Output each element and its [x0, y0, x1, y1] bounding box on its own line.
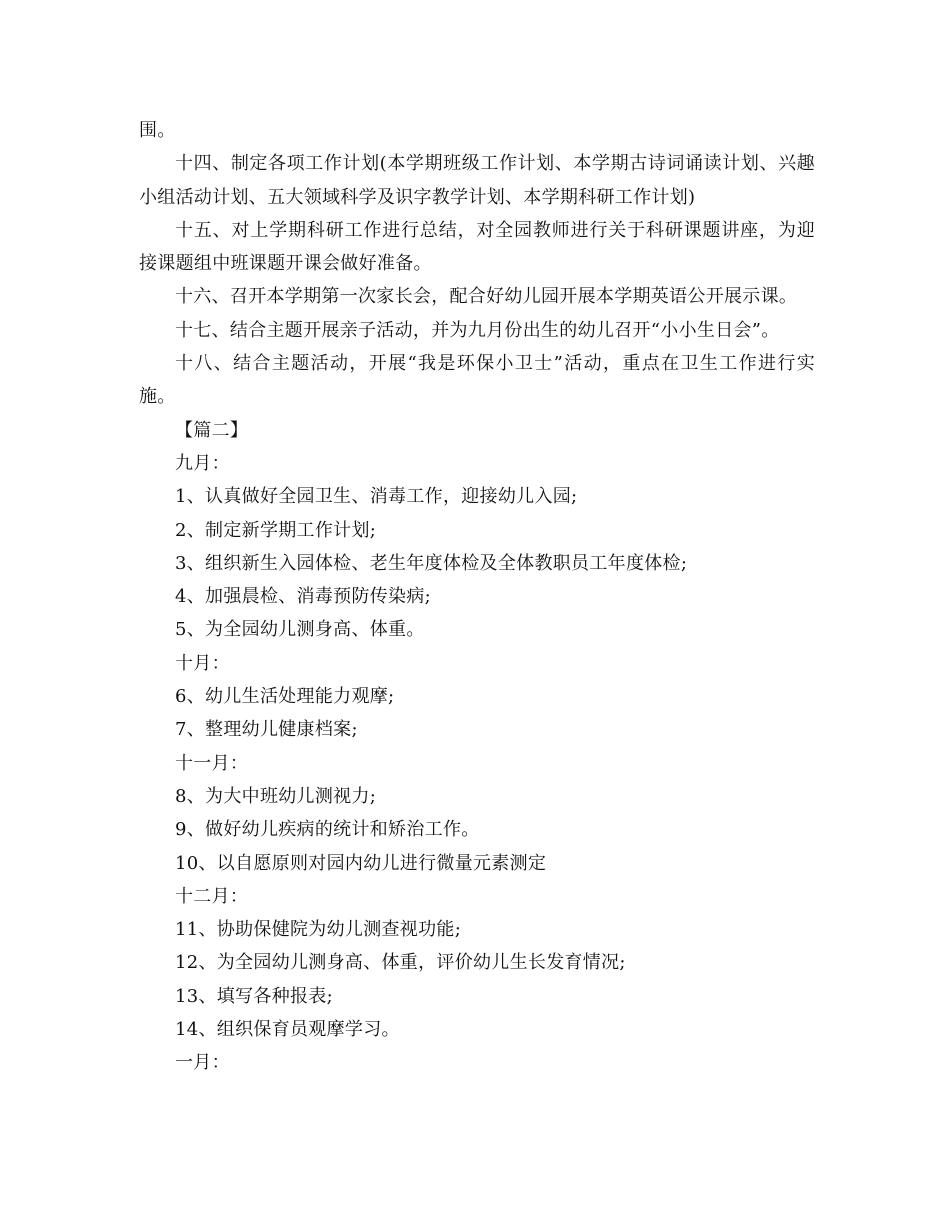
list-item: 7、整理幼儿健康档案; — [175, 719, 358, 741]
month-heading-september: 九月： — [175, 452, 230, 474]
section-heading-part-two: 【篇二】 — [175, 419, 249, 441]
month-heading-november: 十一月： — [175, 752, 249, 774]
paragraph-item-14: 十四、制定各项工作计划(本学期班级工作计划、本学期古诗词诵读计划、兴趣小组活动计划、五大领域科学及识字教学计划、本学期科研工作计划) — [139, 153, 815, 208]
list-item: 3、组织新生入园体检、老生年度体检及全体教职员工年度体检; — [175, 552, 688, 574]
list-item: 4、加强晨检、消毒预防传染病; — [175, 586, 432, 608]
month-heading-october: 十月： — [175, 652, 230, 674]
paragraph-item-16: 十六、召开本学期第一次家长会，配合好幼儿园开展本学期英语公开展示课。 — [175, 286, 798, 308]
list-item: 10、以自愿原则对园内幼儿进行微量元素测定 — [175, 852, 547, 874]
list-item: 9、做好幼儿疾病的统计和矫治工作。 — [175, 819, 480, 841]
list-item: 12、为全园幼儿测身高、体重，评价幼儿生长发育情况; — [175, 952, 626, 974]
list-item: 5、为全园幼儿测身高、体重。 — [175, 619, 425, 641]
month-heading-december: 十二月： — [175, 885, 249, 907]
list-item: 6、幼儿生活处理能力观摩; — [175, 686, 395, 708]
list-item: 1、认真做好全园卫生、消毒工作，迎接幼儿入园; — [175, 486, 578, 508]
list-item: 2、制定新学期工作计划; — [175, 519, 377, 541]
list-item: 13、填写各种报表; — [175, 985, 333, 1007]
paragraph-item-17: 十七、结合主题开展亲子活动，并为九月份出生的幼儿召开“小小生日会”。 — [175, 319, 780, 341]
paragraph-item-18: 十八、结合主题活动，开展“我是环保小卫士”活动，重点在卫生工作进行实施。 — [139, 353, 815, 408]
list-item: 14、组织保育员观摩学习。 — [175, 1019, 400, 1041]
paragraph-item-15: 十五、对上学期科研工作进行总结，对全园教师进行关于科研课题讲座，为迎接课题组中班课题开课会做好准备。 — [139, 219, 815, 275]
list-item: 11、协助保健院为幼儿测查视功能; — [175, 919, 462, 941]
document-body — [139, 114, 815, 1080]
paragraph-continuation: 围。 — [139, 120, 176, 141]
list-item: 8、为大中班幼儿测视力; — [175, 785, 377, 807]
month-heading-january: 一月： — [175, 1052, 230, 1074]
